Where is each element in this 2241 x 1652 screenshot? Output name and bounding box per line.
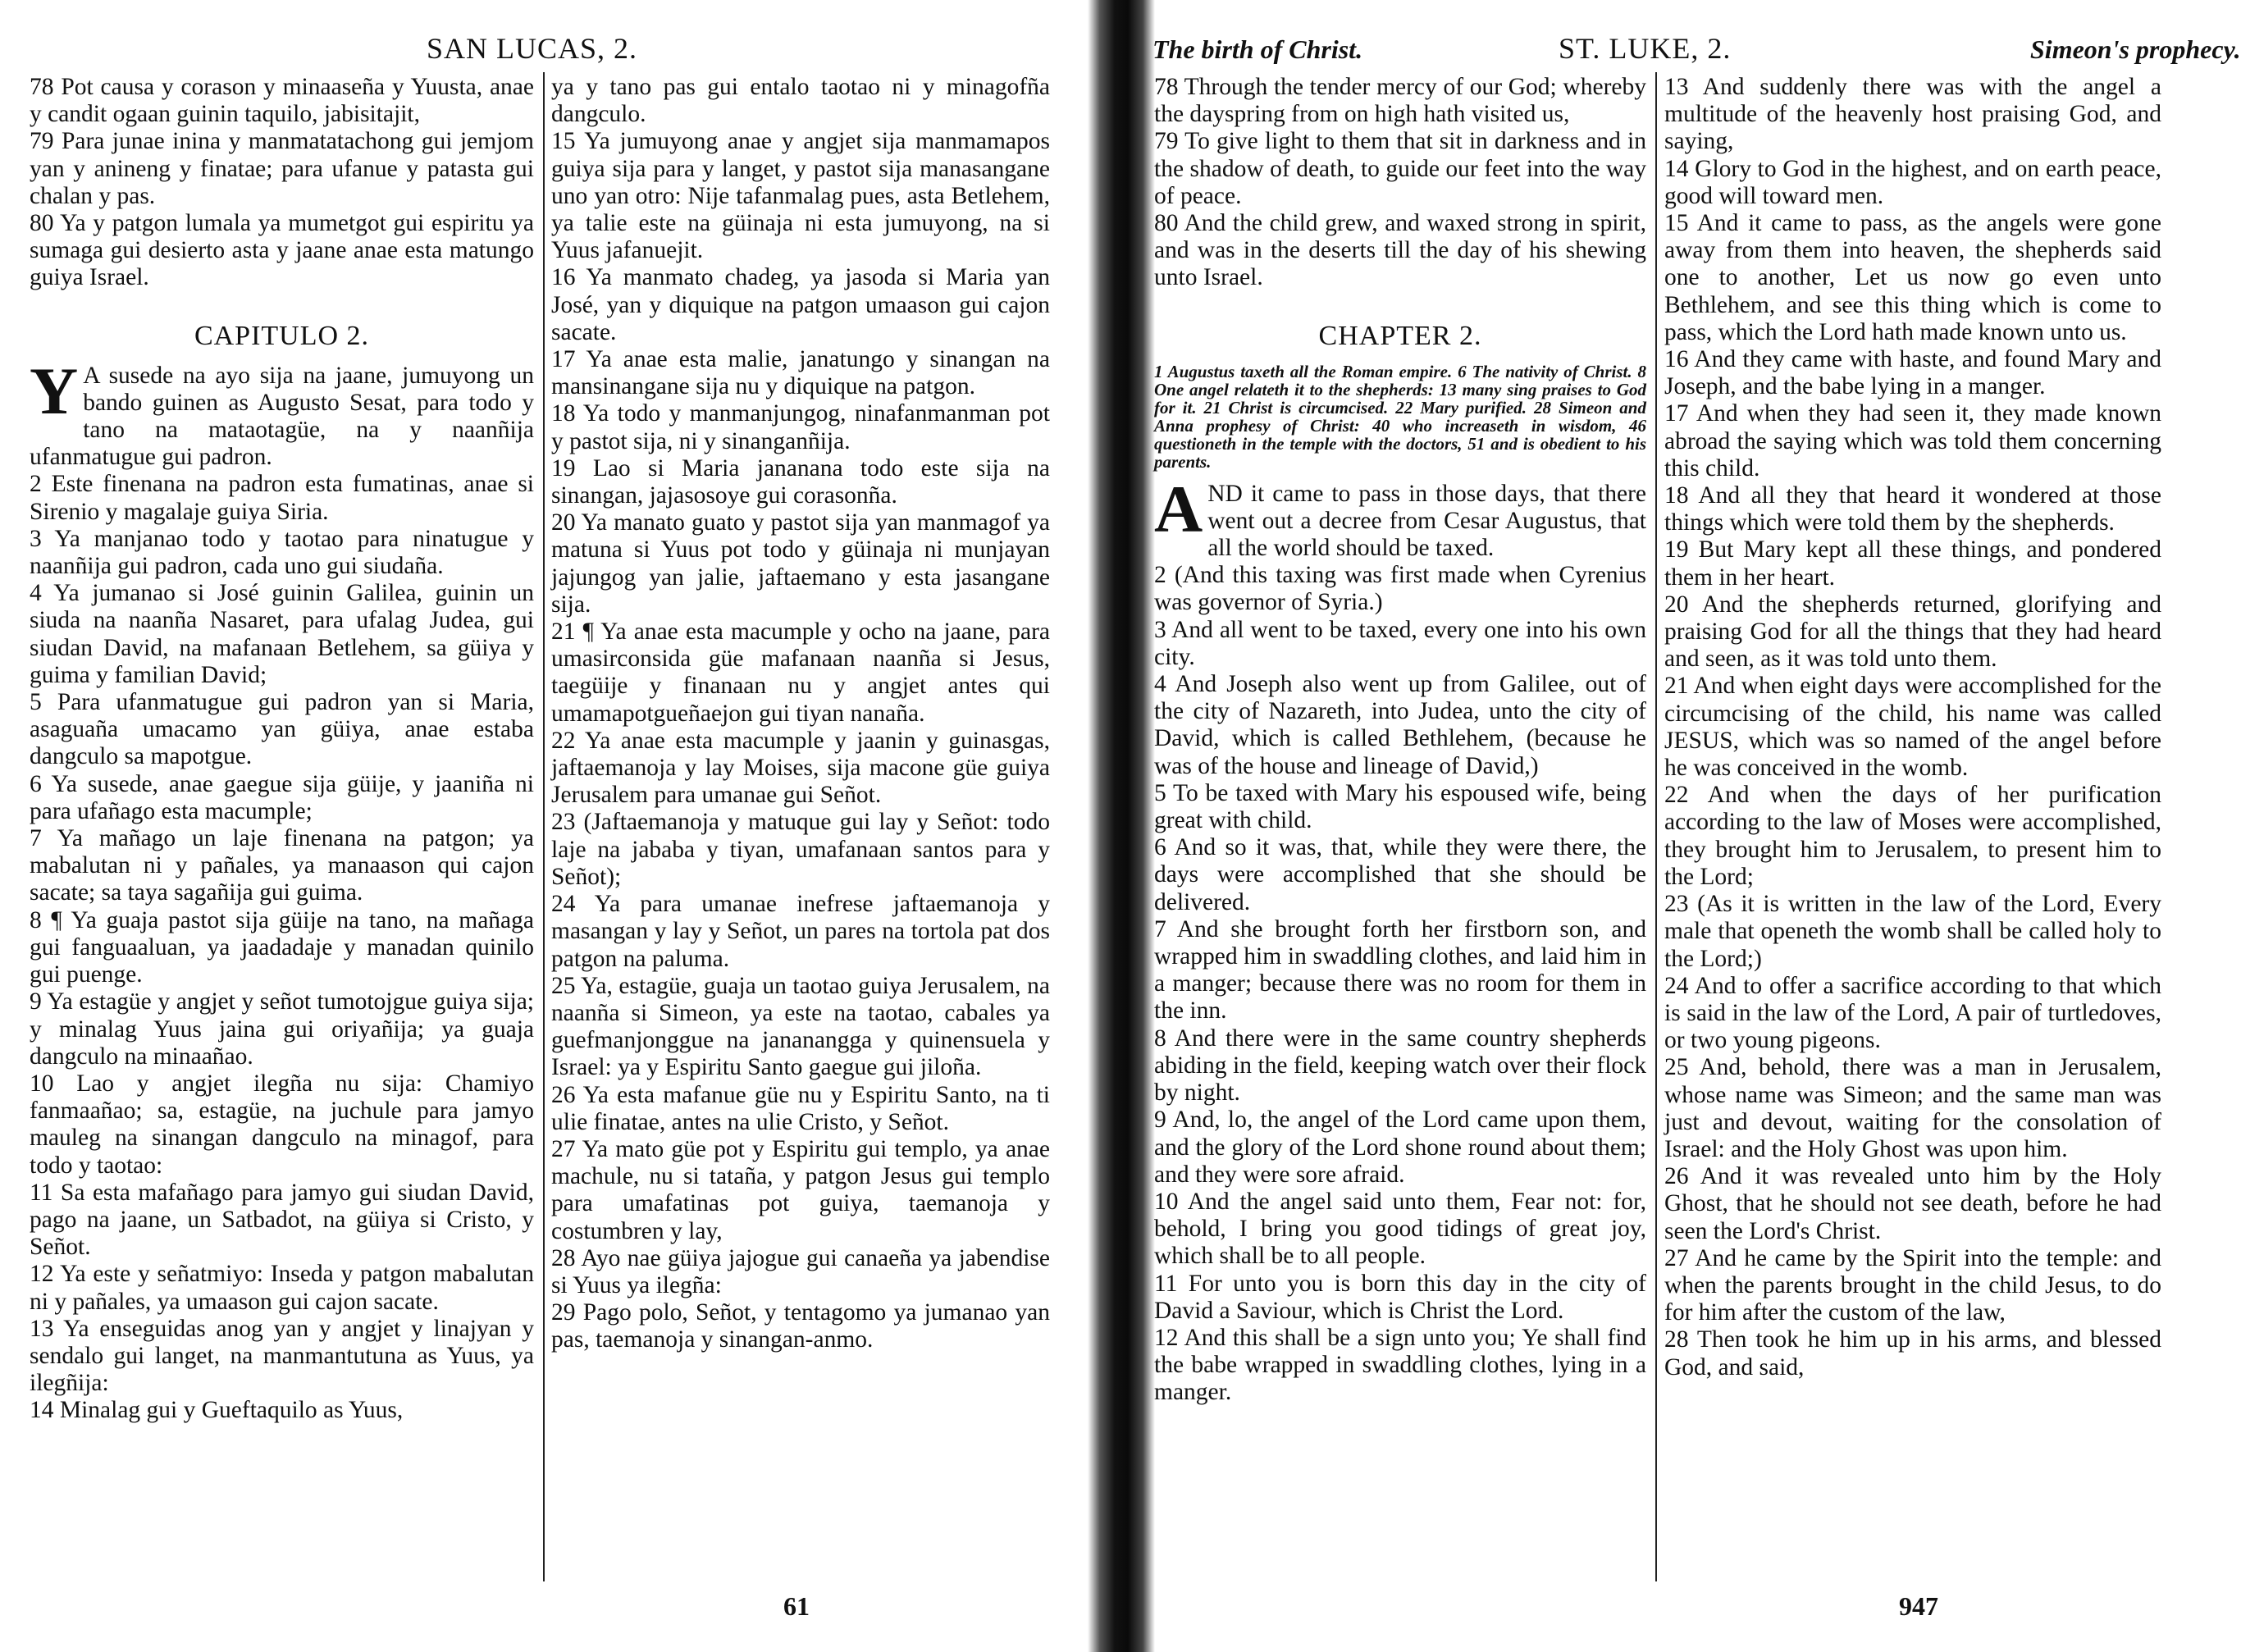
left-column-rule: [543, 72, 545, 1581]
left-col1-verses-top: [30, 74, 534, 292]
verse: 26 And it was revealed unto him by the Holy Ghost, that he should not see death, before he had seen the Lord's Christ.: [1664, 1163, 2161, 1244]
verse: 4 And Joseph also went up from Galilee, out of the city of Nazareth, into Judea, unto the city of David, which is called Bethlehem, (because he was of the house and lineage of David,): [1154, 671, 1646, 779]
left-dropcap: Y: [30, 353, 79, 428]
verse: 5 Para ufanmatugue gui padron yan si Maria, asaguaña umacamo yan güiya, anae estaba dangculo sa mapotgue.: [30, 689, 534, 770]
verse: 79 To give light to them that sit in darkness and in the shadow of death, to guide our feet into the way of peace.: [1154, 128, 1646, 209]
verse: 25 And, behold, there was a man in Jerusalem, whose name was Simeon; and the same man was just and devout, waiting for the consolation of Israel: and the Holy Ghost was upon him.: [1664, 1054, 2161, 1162]
verse: 14 Glory to God in the highest, and on earth peace, good will toward men.: [1664, 155, 2161, 209]
verse: 6 Ya susede, anae gaegue sija güije, y jaaniña ni para ufañago esta macumple;: [30, 770, 534, 824]
verse: 12 And this shall be a sign unto you; Ye shall find the babe wrapped in swaddling clothes, lying in a manger.: [1154, 1324, 1646, 1406]
right-head-left: The birth of Christ.: [1152, 34, 1363, 64]
right-col1-verses: [1154, 562, 1646, 1406]
verse: 25 Ya, estagüe, guaja un taotao guiya Jerusalem, na naanña si Simeon, ya este na taotao, cabales ya guefmanjonggue na jananangga y quinensuela y Israel: ya y Espiritu Santo gaegue gui jiloña.: [551, 972, 1050, 1081]
verse: 4 Ya jumanao si José guinin Galilea, guinin un siuda na naanña Nasaret, para ufalag Judea, gui siudan David, na mafanaan Betlehem, sa güiya y guima y familian David;: [30, 580, 534, 688]
verse: 22 And when the days of her purification according to the law of Moses were accomplished, they brought him to Jerusalem, to present him to the Lord;: [1664, 782, 2161, 890]
verse: 24 Ya para umanae inefrese jaftaemanoja y masangan y lay y Señot, un pares na tortola pat dos patgon na paluma.: [551, 891, 1050, 972]
right-page-number: 947: [1899, 1591, 1938, 1621]
verse: 7 Ya mañago un laje finenana na patgon; ya mabalutan ni y pañales, ya manaason qui cajon sacate; sa taya sagañija gui guima.: [30, 825, 534, 906]
verse: 19 But Mary kept all these things, and pondered them in her heart.: [1664, 536, 2161, 591]
verse: 79 Para junae inina y manmatatachong gui jemjom yan y anineng y finatae; para ufanue y patasta gui chalan y pas.: [30, 128, 534, 209]
left-page-number: 61: [783, 1591, 810, 1621]
verse: 26 Ya esta mafanue güe nu y Espiritu Santo, na ti ulie finatae, antes na ulie Cristo, y Señot.: [551, 1081, 1050, 1135]
verse: 21 And when eight days were accomplished for the circumcising of the child, his name was called JESUS, which was so named of the angel before he was conceived in the womb.: [1664, 673, 2161, 782]
left-col1-verses: [30, 471, 534, 1424]
right-col1-verses-top: [1154, 74, 1646, 292]
right-opening-text: ND it came to pass in those days, that there went out a decree from Cesar Augustus, that all the world should be taxed.: [1207, 480, 1646, 562]
right-column-2: [1664, 74, 2161, 1583]
verse: 28 Then took he him up in his arms, and blessed God, and said,: [1664, 1326, 2161, 1380]
verse: 8 And there were in the same country shepherds abiding in the field, keeping watch over their flock by night.: [1154, 1025, 1646, 1107]
left-column-2: [551, 74, 1050, 1583]
verse: 21 ¶ Ya anae esta macumple y ocho na jaane, para umasirconsida güe mafanaan naanña si Jesus, taegüije y finanaan nu y angjet antes qui umamapotgueñaejon gui tiyan nanaña.: [551, 618, 1050, 727]
verse: 8 ¶ Ya guaja pastot sija güije na tano, na mañaga gui fanguaaluan, ya jaadadaje y manadan quinilo gui puenge.: [30, 906, 534, 988]
verse: 6 And so it was, that, while they were there, the days were accomplished that she should be delivered.: [1154, 834, 1646, 915]
verse: 2 Este finenana na padron esta fumatinas, anae si Sirenio y magalaje guiya Siria.: [30, 471, 534, 525]
verse: 20 Ya manato guato y pastot sija yan manmagof ya matuna si Yuus pot todo y güinaja ni munjayan jajungog yan jalie, jaftaemano y esta jasangane sija.: [551, 509, 1050, 618]
verse: 18 Ya todo y manmanjungog, ninafanmanman pot y pastot sija, ni y sinanganñija.: [551, 400, 1050, 454]
verse: 18 And all they that heard it wondered at those things which were told them by the shepherds.: [1664, 482, 2161, 536]
chapter-summary: 1 Augustus taxeth all the Roman empire. 6 The nativity of Christ. 8 One angel relateth it to the shepherds: 13 many sing praises to God for it. 21 Christ is circumcised. 22 Mary purified. 28 Simeon and Anna prophesy of Christ: 40 who increaseth in wisdom, 46 questioneth in the temple with the doctors, 51 and is obedient to his parents.: [1154, 361, 1646, 472]
right-running-head: ST. LUKE, 2.: [1559, 32, 1732, 65]
left-opening-text: A susede na ayo sija na jaane, jumuyong un bando guinen as Augusto Sesat, para todo y tano na mataotagüe, na y naanñija ufanmatugue gui padron.: [30, 362, 534, 471]
verse: 15 And it came to pass, as the angels were gone away from them into heaven, the shepherds said one to another, Let us now go even unto Bethlehem, and see this thing which is come to pass, which the Lord hath made known unto us.: [1664, 210, 2161, 345]
right-column-rule: [1655, 72, 1657, 1581]
verse: 3 And all went to be taxed, every one into his own city.: [1154, 616, 1646, 670]
verse: 20 And the shepherds returned, glorifying and praising God for all the things that they had heard and seen, as it was told unto them.: [1664, 591, 2161, 673]
verse: 13 Ya enseguidas anog yan y angjet y linajyan y sendalo gui langet, na manmantutuna as Yuus, ya ilegñija:: [30, 1315, 534, 1397]
left-column-1: [30, 74, 534, 1583]
verse: 17 Ya anae esta malie, janatungo y sinangan na mansinangane sija nu y diquique na patgon.: [551, 346, 1050, 400]
verse: 78 Pot causa y corason y minaaseña y Yuusta, anae y candit ogaan guinin taquilo, jabisitajit,: [30, 74, 534, 128]
verse: 23 (Jaftaemanoja y matuque gui lay y Señot: todo laje na jababa y tiyan, umafanaan santos para y Señot);: [551, 809, 1050, 890]
right-page: [1144, 0, 2241, 1652]
verse: 10 And the angel said unto them, Fear not: for, behold, I bring you good tidings of great joy, which shall be to all people.: [1154, 1188, 1646, 1270]
verse: 11 For unto you is born this day in the city of David a Saviour, which is Christ the Lord.: [1154, 1270, 1646, 1324]
verse: 16 And they came with haste, and found Mary and Joseph, and the babe lying in a manger.: [1664, 346, 2161, 400]
verse: 11 Sa esta mafañago para jamyo gui siudan David, pago na jaane, un Satbadot, na güiya si Cristo, y Señot.: [30, 1179, 534, 1261]
verse: 27 And he came by the Spirit into the temple: and when the parents brought in the child Jesus, to do for him after the custom of the law,: [1664, 1244, 2161, 1326]
verse: 80 And the child grew, and waxed strong in spirit, and was in the deserts till the day of his shewing unto Israel.: [1154, 210, 1646, 291]
verse: 23 (As it is written in the law of the Lord, Every male that openeth the womb shall be called holy to the Lord;): [1664, 891, 2161, 972]
verse: 22 Ya anae esta macumple y jaanin y guinasgas, jaftaemanoja y lay Moises, sija macone güe guiya Jerusalem para umanae gui Señot.: [551, 727, 1050, 809]
verse: 9 Ya estagüe y angjet y señot tumotojgue guiya sija; y minalag Yuus jaina gui oriyañija; ya guaja dangculo na minaañao.: [30, 988, 534, 1070]
verse: 3 Ya manjanao todo y taotao para ninatugue y naanñija gui padron, cada uno gui siudaña.: [30, 525, 534, 580]
verse: 14 Minalag gui y Gueftaquilo as Yuus,: [30, 1397, 404, 1424]
verse: 10 Lao y angjet ilegña nu sija: Chamiyo fanmaañao; sa, estagüe, na juchule para jamyo mauleg na sinangan dangculo na minagof, para todo y taotao:: [30, 1070, 534, 1179]
right-chapter-opening: [1154, 471, 1646, 563]
verse: 5 To be taxed with Mary his espoused wife, being great with child.: [1154, 779, 1646, 834]
left-running-head: SAN LUCAS, 2.: [427, 32, 638, 65]
left-page: [0, 0, 1099, 1652]
right-chapter-heading: CHAPTER 2.: [1318, 320, 1482, 351]
verse: 13 And suddenly there was with the angel a multitude of the heavenly host praising God, and saying,: [1664, 74, 2161, 155]
verse: 27 Ya mato güe pot y Espiritu gui templo, ya anae machule, nu si tataña, y patgon Jesus gui templo para umafatinas pot guiya, taemanoja y costumbren y lay,: [551, 1135, 1050, 1244]
verse: 15 Ya jumuyong anae y angjet sija manmamapos guiya sija para y langet, y pastot sija manasangane uno yan otro: Nije tafanmalag pues, asta Betlehem, ya talie este na güinaja ni esta jumuyong, na si Yuus jafanuejit.: [551, 128, 1050, 264]
verse: 29 Pago polo, Señot, y tentagomo ya jumanao yan pas, taemanoja y sinangan-anmo.: [551, 1299, 1050, 1353]
verse: 2 (And this taxing was first made when Cyrenius was governor of Syria.): [1154, 562, 1646, 616]
left-chapter-heading: CAPITULO 2.: [194, 320, 370, 351]
right-head-right: Simeon's prophecy.: [2030, 34, 2241, 64]
verse: ya y tano pas gui entalo taotao ni y minagofña dangculo.: [551, 74, 1050, 128]
right-dropcap: A: [1154, 471, 1203, 546]
verse: 80 Ya y patgon lumala ya mumetgot gui espiritu ya sumaga gui desierto asta y jaane anae esta matungo guiya Israel.: [30, 210, 534, 291]
verse: 19 Lao si Maria jananana todo este sija na sinangan, jajasosoye gui corasonña.: [551, 454, 1050, 509]
verse: 7 And she brought forth her firstborn son, and wrapped him in swaddling clothes, and laid him in a manger; because there was no room for them in the inn.: [1154, 915, 1646, 1025]
right-column-1: [1154, 74, 1646, 1583]
verse: 17 And when they had seen it, they made known abroad the saying which was told them concerning this child.: [1664, 400, 2161, 481]
verse: 24 And to offer a sacrifice according to that which is said in the law of the Lord, A pair of turtledoves, or two young pigeons.: [1664, 972, 2161, 1054]
verse: 16 Ya manmato chadeg, ya jasoda si Maria yan José, yan y diquique na patgon umaason gui cajon sacate.: [551, 264, 1050, 345]
verse: 78 Through the tender mercy of our God; whereby the dayspring from on high hath visited us,: [1154, 74, 1646, 128]
verse: 12 Ya este y señatmiyo: Inseda y patgon mabalutan ni y pañales, ya umaason gui cajon sacate.: [30, 1261, 534, 1315]
verse: 9 And, lo, the angel of the Lord came upon them, and the glory of the Lord shone round about them; and they were sore afraid.: [1154, 1107, 1646, 1188]
left-chapter-opening: [30, 353, 534, 472]
verse: 28 Ayo nae güiya jajogue gui canaeña ya jabendise si Yuus ya ilegña:: [551, 1244, 1050, 1298]
